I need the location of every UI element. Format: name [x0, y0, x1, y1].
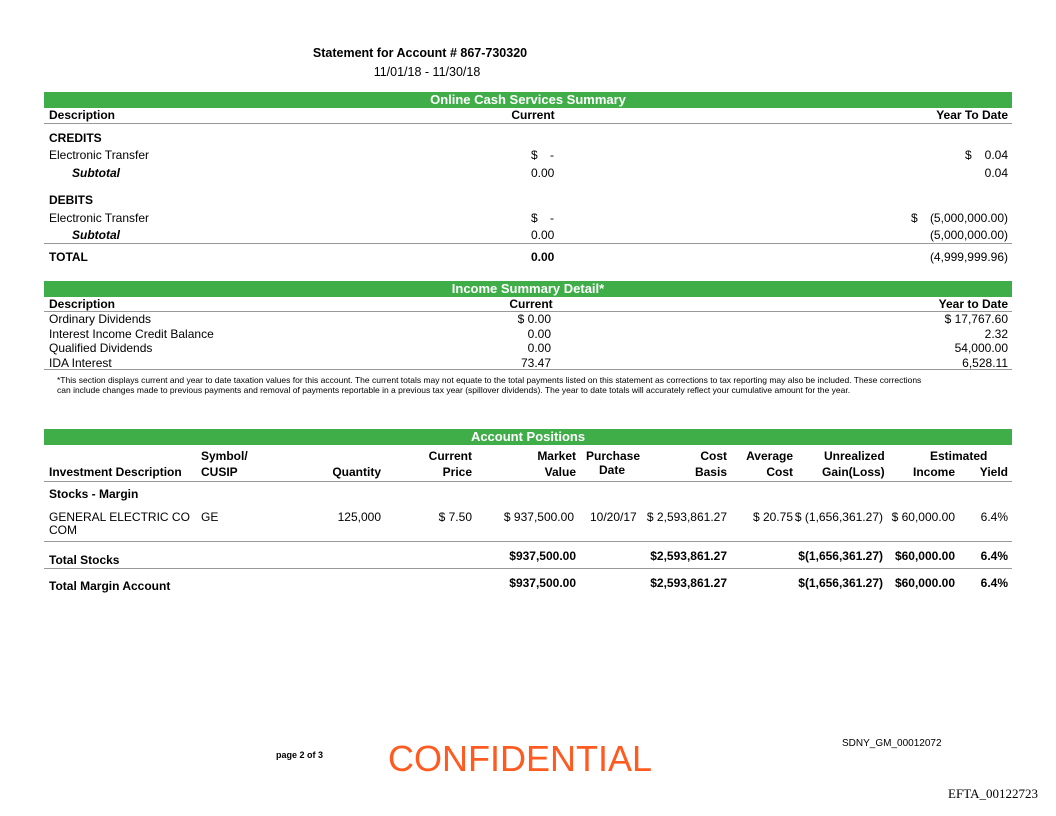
positions-header-rule: [44, 481, 1012, 482]
total-margin-market: $937,500.00: [509, 576, 576, 590]
col-price-line-1: Current: [428, 449, 472, 463]
income-row-current: 0.00: [527, 327, 551, 341]
col-symbol-line-1: Symbol/: [201, 449, 248, 463]
credits-label: CREDITS: [49, 131, 102, 145]
credits-ytd-symbol: $: [965, 148, 972, 162]
positions-heading: Account Positions: [44, 429, 1012, 445]
holding-symbol: GE: [201, 510, 219, 524]
income-row-ytd: 6,528.11: [962, 356, 1008, 370]
debits-subtotal-ytd: (5,000,000.00): [929, 228, 1008, 242]
income-row-current: 0.00: [527, 341, 551, 355]
holding-market-value: $ 937,500.00: [503, 510, 574, 524]
col-cost-line-2: Basis: [694, 465, 727, 479]
cash-total-label: TOTAL: [49, 250, 88, 264]
income-row-ytd: $ 17,767.60: [944, 312, 1008, 326]
cash-col-current: Current: [511, 108, 555, 122]
page-number: page 2 of 3: [276, 750, 324, 760]
cash-col-ytd: Year To Date: [936, 108, 1008, 122]
col-cost-line-1: Cost: [700, 449, 727, 463]
bates-number: SDNY_GM_00012072: [842, 738, 942, 749]
confidential-stamp: CONFIDENTIAL: [388, 738, 653, 779]
efta-number: EFTA_00122723: [948, 786, 1038, 801]
debits-label: DEBITS: [49, 193, 94, 207]
debits-row-label: Electronic Transfer: [49, 211, 150, 225]
total-stocks-market: $937,500.00: [509, 549, 576, 563]
col-average-line-2: Cost: [766, 465, 793, 479]
col-income: Income: [912, 465, 955, 479]
col-investment-description: Investment Description: [49, 465, 182, 479]
income-footer-rule: [44, 369, 1012, 370]
credits-row-label: Electronic Transfer: [49, 148, 150, 162]
holding-purchase-date: 10/20/17: [590, 510, 637, 524]
total-stocks-label: Total Stocks: [49, 553, 120, 567]
col-market-line-1: Market: [537, 449, 576, 463]
col-unrealized-line-2: Gain(Loss): [822, 465, 885, 479]
holding-description-line-1: GENERAL ELECTRIC CO: [49, 510, 190, 524]
total-margin-income: $60,000.00: [894, 576, 955, 590]
debits-subtotal-label: Subtotal: [72, 228, 120, 242]
credits-subtotal-current: 0.00: [531, 166, 555, 180]
income-row-ytd: 2.32: [984, 327, 1008, 341]
holding-unrealized: $ (1,656,361.27): [794, 510, 883, 524]
cash-header-rule: [44, 123, 1012, 124]
income-footnote-line-2: can include changes made to previous payments and removal of payments reportable in a previous tax year (spillover dividends). The year to date totals will accurately reflect your cumulative amount for the year.: [57, 385, 851, 395]
statement-title: Statement for Account # 867-730320: [312, 46, 528, 60]
cash-total-current: 0.00: [531, 250, 555, 264]
debits-ytd-value: (5,000,000.00): [929, 211, 1008, 225]
income-summary-heading: Income Summary Detail*: [44, 281, 1012, 297]
statement-period: 11/01/18 - 11/30/18: [373, 65, 481, 79]
income-row-current: $ 0.00: [517, 312, 551, 326]
total-stocks-yield: 6.4%: [980, 549, 1008, 563]
income-row-label: IDA Interest: [49, 356, 112, 370]
income-col-ytd: Year to Date: [938, 297, 1008, 311]
total-stocks-income: $60,000.00: [894, 549, 955, 563]
col-purchase-line-1: Purchase: [586, 449, 641, 463]
income-row-current: 73.47: [520, 356, 551, 370]
credits-subtotal-ytd: 0.04: [984, 166, 1008, 180]
positions-section-label: Stocks - Margin: [49, 487, 139, 501]
total-margin-label: Total Margin Account: [49, 579, 171, 593]
col-yield: Yield: [979, 465, 1008, 479]
credits-ytd-value: 0.04: [984, 148, 1008, 162]
total-stocks-rule: [44, 568, 1012, 569]
income-row-label: Qualified Dividends: [49, 341, 153, 355]
cash-total-ytd: (4,999,999.96): [929, 250, 1008, 264]
holding-yield: 6.4%: [980, 510, 1008, 524]
col-quantity: Quantity: [332, 465, 381, 479]
total-margin-cost: $2,593,861.27: [650, 576, 727, 590]
holding-price: $ 7.50: [438, 510, 472, 524]
income-row-label: Ordinary Dividends: [49, 312, 152, 326]
col-price-line-2: Price: [442, 465, 472, 479]
debits-subtotal-current: 0.00: [531, 228, 555, 242]
total-stocks-unrealized: $(1,656,361.27): [798, 549, 883, 563]
col-purchase-line-2: Date: [598, 463, 625, 477]
cash-summary-heading: Online Cash Services Summary: [44, 92, 1012, 108]
holding-average-cost: $ 20.75: [752, 510, 793, 524]
cash-total-rule: [44, 243, 1012, 244]
holding-rule: [44, 541, 1012, 542]
holding-quantity: 125,000: [337, 510, 381, 524]
debits-current-value: -: [550, 211, 554, 225]
col-estimated: Estimated: [930, 449, 988, 463]
income-footnote-line-1: *This section displays current and year to date taxation values for this account. The current totals may not equate to the total payments listed on this statement as corrections to tax reporting may also be included. These corrections: [57, 375, 922, 385]
debits-current-symbol: $: [531, 211, 538, 225]
total-margin-yield: 6.4%: [980, 576, 1008, 590]
debits-ytd-symbol: $: [911, 211, 918, 225]
total-margin-unrealized: $(1,656,361.27): [798, 576, 883, 590]
holding-description-line-2: COM: [49, 523, 77, 537]
credits-current-value: -: [550, 148, 554, 162]
credits-subtotal-label: Subtotal: [72, 166, 120, 180]
holding-cost-basis: $ 2,593,861.27: [646, 510, 727, 524]
income-col-current: Current: [509, 297, 553, 311]
holding-income: $ 60,000.00: [891, 510, 955, 524]
income-col-description: Description: [49, 297, 116, 311]
col-average-line-1: Average: [746, 449, 793, 463]
total-stocks-cost: $2,593,861.27: [650, 549, 727, 563]
col-market-line-2: Value: [544, 465, 576, 479]
cash-col-description: Description: [49, 108, 116, 122]
col-symbol-line-2: CUSIP: [201, 465, 238, 479]
income-row-ytd: 54,000.00: [954, 341, 1008, 355]
credits-current-symbol: $: [531, 148, 538, 162]
col-unrealized-line-1: Unrealized: [824, 449, 885, 463]
income-row-label: Interest Income Credit Balance: [49, 327, 214, 341]
